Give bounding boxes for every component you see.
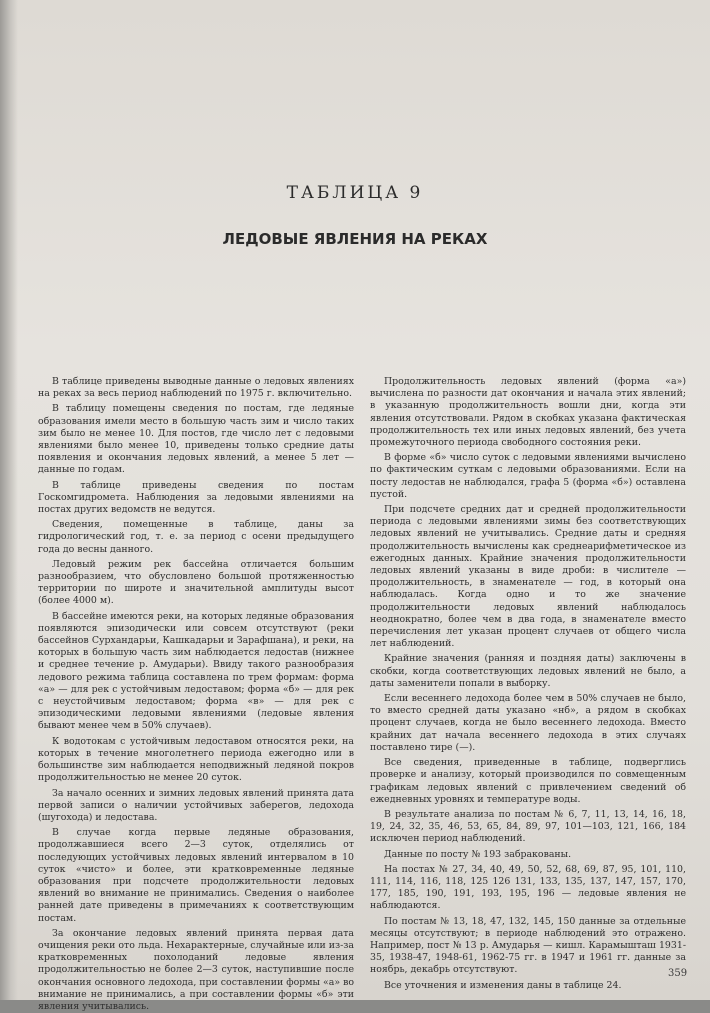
paragraph: Все уточнения и изменения даны в таблице 24. (384, 979, 622, 991)
paragraph: В результате анализа по постам № 6, 7, 11, 13, 14, 16, 18, 19, 24, 32, 35, 46, 53, 65, 84, 89, 97, 101—103, 121, 166, 184 исключен период наблюдений. (370, 808, 686, 845)
paragraph: За окончание ледовых явлений принята первая дата очищения реки ото льда. Нехарактерные, случайные или из-за кратковременных похолоданий ледовые явления продолжительностью не более 2—3 суток, наступившие после окончания основного ледохода, при составлении формы «а» во внимание не принимались, а при составлении формы «б» эти явления учитывались. (38, 927, 354, 1012)
paragraph: Крайние значения (ранняя и поздняя даты) заключены в скобки, когда соответствующих ледовых явлений не было, а даты заменители попали в выборку. (370, 653, 686, 689)
paragraph: При подсчете средних дат и средней продолжительности периода с ледовыми явлениями зимы без соответствующих ледовых явлений не учитывались. Средние даты и средняя продолжительность вычислены как среднеарифметическое из ежегодных данных. Крайние значения продолжительности ледовых явлений указаны в виде дроби: в числителе — продолжительность, в знаменателе — год, в который она наблюдалась. Когда одно и то же значение продолжительности ледовых явлений наблюдалось неоднократно, более чем в два года, в знаменателе вместо перечисления лет указан процент случаев от общего числа лет наблюдений. (370, 504, 686, 650)
paragraph: По постам № 13, 18, 47, 132, 145, 150 данные за отдельные месяцы отсутствуют; в периоде наблюдений это отражено. Например, пост № 13 р. Амударья — кишл. Карамышташ 1931-35, 1938-47, 1948-61, 1962-75 гг. в 1947 и 1961 гг. данные за ноябрь, декабрь отсутствуют. (370, 915, 686, 976)
paragraph: Продолжительность ледовых явлений (форма «а») вычислена по разности дат окончания и начала этих явлений; в указанную продолжительность вошли дни, когда эти явления отсутствовали. Рядом в скобках указана фактическая продолжительность тех или иных ледовых явлений, без учета промежуточного периода свободного состояния реки. (370, 376, 686, 449)
section-title: ЛЕДОВЫЕ ЯВЛЕНИЯ НА РЕКАХ (222, 230, 488, 248)
page-gutter-shadow (0, 0, 18, 1000)
paragraph: В таблице приведены выводные данные о ледовых явлениях на реках за весь период наблюдений по 1975 г. включительно. (38, 376, 354, 400)
paragraph: К водотокам с устойчивым ледоставом относятся реки, на которых в течение многолетнего периода ежегодно или в большинстве зим наблюдается неподвижный ледяной покров продолжительностью не менее 20 суток. (38, 735, 354, 784)
paragraph: На постах № 27, 34, 40, 49, 50, 52, 68, 69, 87, 95, 101, 110, 111, 114, 116, 118, 125 126 131, 133, 135, 137, 147, 157, 170, 177, 185, 190, 191, 193, 195, 196 — ледовые явления не наблюдаются. (370, 863, 686, 912)
paragraph: В форме «б» число суток с ледовыми явлениями вычислено по фактическим суткам с ледовыми образованиями. Если на посту ледостав не наблюдался, графа 5 (форма «б») оставлена пустой. (370, 452, 686, 500)
table-title: ТАБЛИЦА 9 (286, 183, 424, 203)
paragraph: Если весеннего ледохода более чем в 50% случаев не было, то вместо средней даты указано «нб», а рядом в скобках процент случаев, когда не было весеннего ледохода. Вместо крайних дат начала весеннего ледохода в этих случаях поставлено тире (—). (370, 693, 686, 753)
paragraph: В случае когда первые ледяные образования, продолжавшиеся всего 2—3 суток, отделялись от последующих устойчивых ледовых явлений интервалом в 10 суток «чисто» и более, эти кратковременные ледяные образования при подсчете продолжительности ледовых явлений во внимание не принимались. Сведения о наиболее ранней дате приведены в примечаниях к соответствующим постам. (38, 827, 354, 924)
paragraph: В таблице приведены сведения по постам Госкомгидромета. Наблюдения за ледовыми явлениями на постах других ведомств не ведутся. (38, 479, 354, 516)
paragraph: В таблицу помещены сведения по постам, где ледяные образования имели место в большую часть зим и число таких зим было не менее 10. Для постов, где число лет с ледовыми явлениями было менее 10, приведены только средние даты появления и окончания ледовых явлений, а менее 5 лет — данные по годам. (38, 403, 354, 476)
right-text-column (370, 376, 686, 991)
paragraph: Ледовый режим рек бассейна отличается большим разнообразием, что обусловлено большой протяженностью территории по широте и значительной амплитуды высот (более 4000 м). (38, 558, 354, 607)
paragraph: За начало осенних и зимних ледовых явлений принята дата первой записи о наличии устойчивых заберегов, ледохода (шугохода) и ледостава. (38, 787, 354, 823)
left-text-column (38, 376, 354, 1012)
paragraph: Сведения, помещенные в таблице, даны за гидрологический год, т. е. за период с осени предыдущего года до весны данного. (38, 519, 354, 555)
paragraph: В бассейне имеются реки, на которых ледяные образования появляются эпизодически или совсем отсутствуют (реки бассейнов Сурхандарьи, Кашкадарьи и Зарафшана), и реки, на которых в большую часть зим наблюдается ледостав (нижнее и среднее течение р. Амударьи). Ввиду такого разнообразия ледового режима таблица составлена по трем формам: форма «а» — для рек с устойчивым ледоставом; форма «б» — для рек с неустойчивым ледоставом; форма «в» — для рек с эпизодическими ледовыми явлениями (ледовые явления бывают менее чем в 50% случаев). (38, 610, 354, 732)
paragraph: Данные по посту № 193 забракованы. (384, 848, 572, 860)
page-number: 359 (668, 968, 688, 979)
paragraph: Все сведения, приведенные в таблице, подверглись проверке и анализу, который производился по совмещенным графикам ледовых явлений с привлечением сведений об ежедневных уровнях и температуре воды. (370, 757, 686, 805)
